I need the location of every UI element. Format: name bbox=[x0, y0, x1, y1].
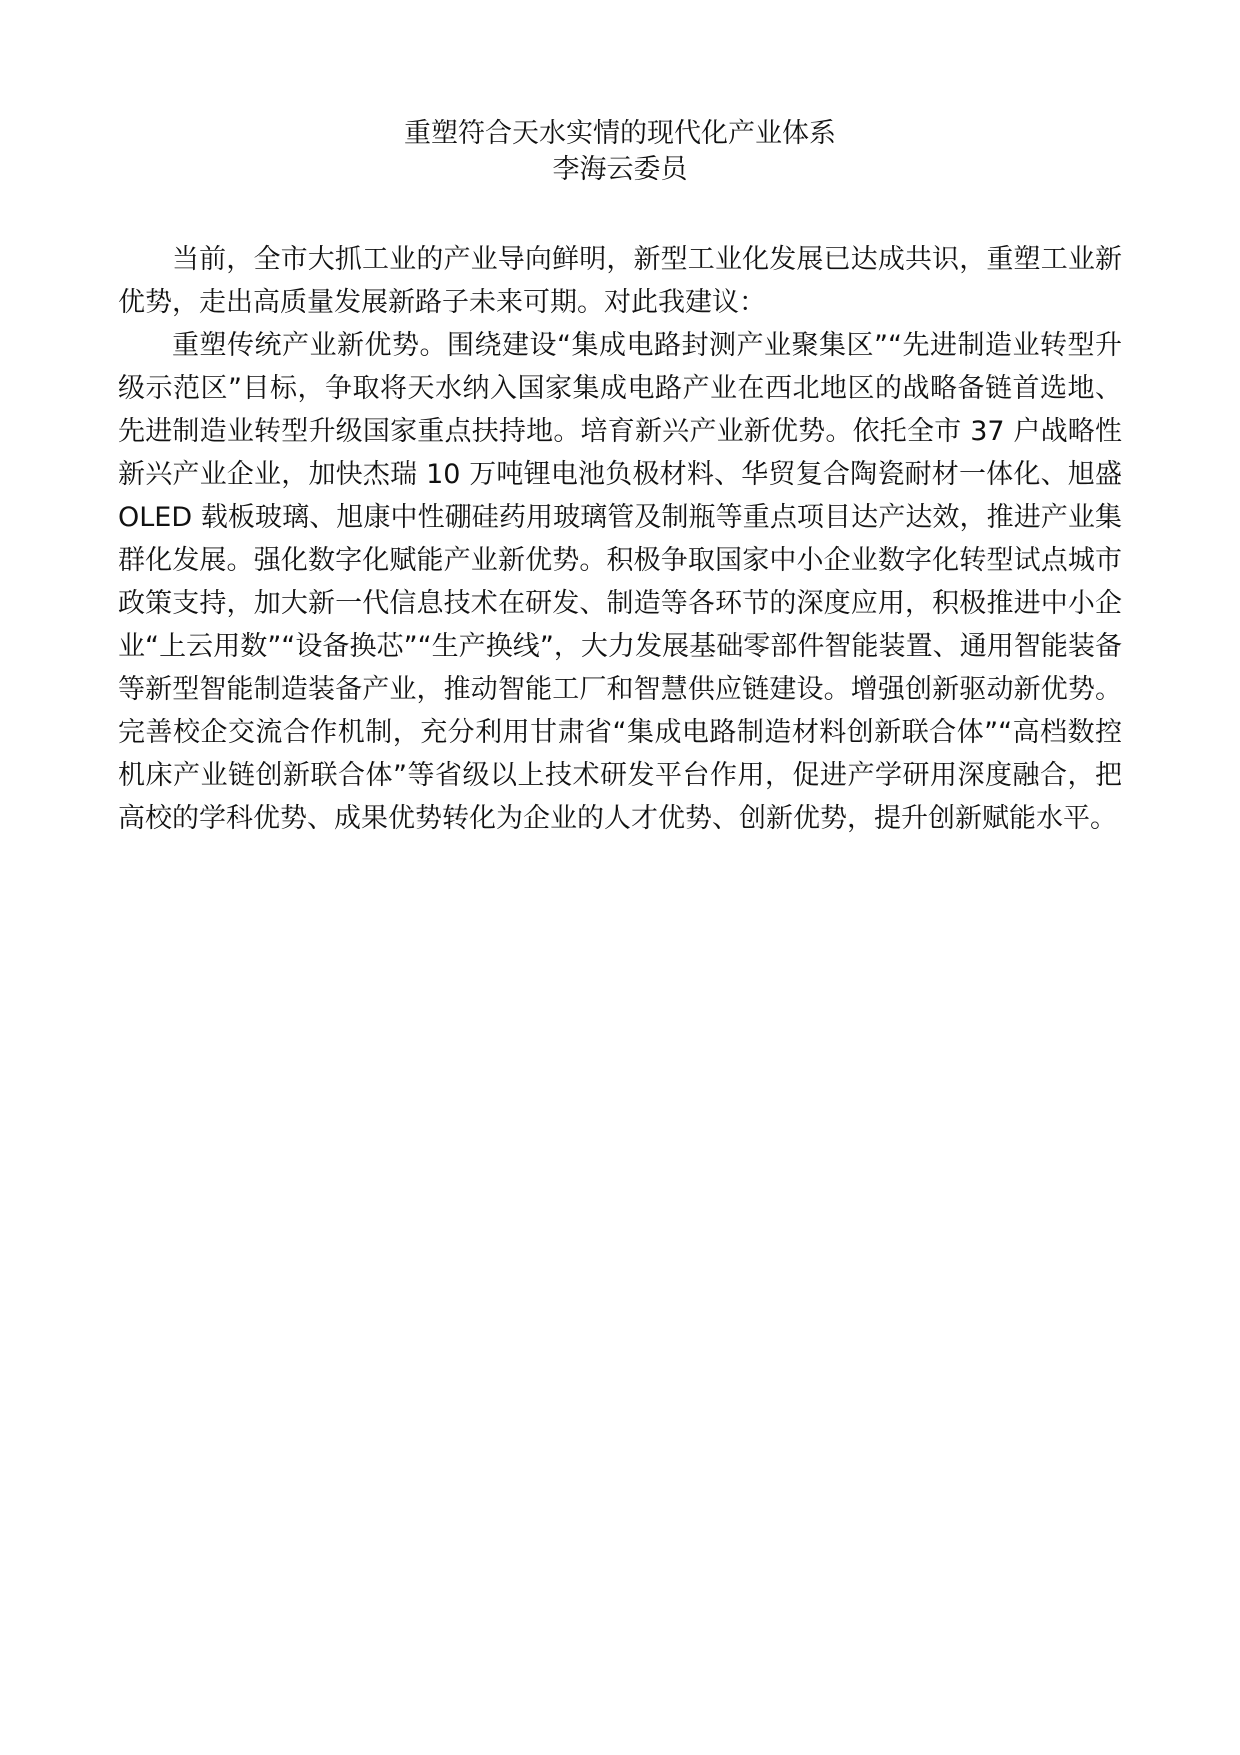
document-body bbox=[118, 238, 1122, 840]
document-header bbox=[0, 116, 1240, 188]
paragraph-proposals: 重塑传统产业新优势。围绕建设“集成电路封测产业聚集区”“先进制造业转型升级示范区”目标，争取将天水纳入国家集成电路产业在西北地区的战略备链首选地、先进制造业转型升级国家重点扶持地。培育新兴产业新优势。依托全市 37 户战略性新兴产业企业，加快杰瑞 10 万吨锂电池负极材料、华贸复合陶瓷耐材一体化、旭盛 OLED 载板玻璃、旭康中性硼硅药用玻璃管及制瓶等重点项目达产达效，推进产业集群化发展。强化数字化赋能产业新优势。积极争取国家中小企业数字化转型试点城市政策支持，加大新一代信息技术在研发、制造等各环节的深度应用，积极推进中小企业“上云用数”“设备换芯”“生产换线”，大力发展基础零部件智能装置、通用智能装备等新型智能制造装备产业，推动智能工厂和智慧供应链建设。增强创新驱动新优势。完善校企交流合作机制，充分利用甘肃省“集成电路制造材料创新联合体”“高档数控机床产业链创新联合体”等省级以上技术研发平台作用，促进产学研用深度融合，把高校的学科优势、成果优势转化为企业的人才优势、创新优势，提升创新赋能水平。 bbox=[118, 330, 1122, 834]
document-author: 李海云委员 bbox=[552, 154, 688, 185]
paragraph-intro: 当前，全市大抓工业的产业导向鲜明，新型工业化发展已达成共识，重塑工业新优势，走出高质量发展新路子未来可期。对此我建议： bbox=[118, 244, 1122, 318]
document-title: 重塑符合天水实情的现代化产业体系 bbox=[404, 118, 836, 149]
